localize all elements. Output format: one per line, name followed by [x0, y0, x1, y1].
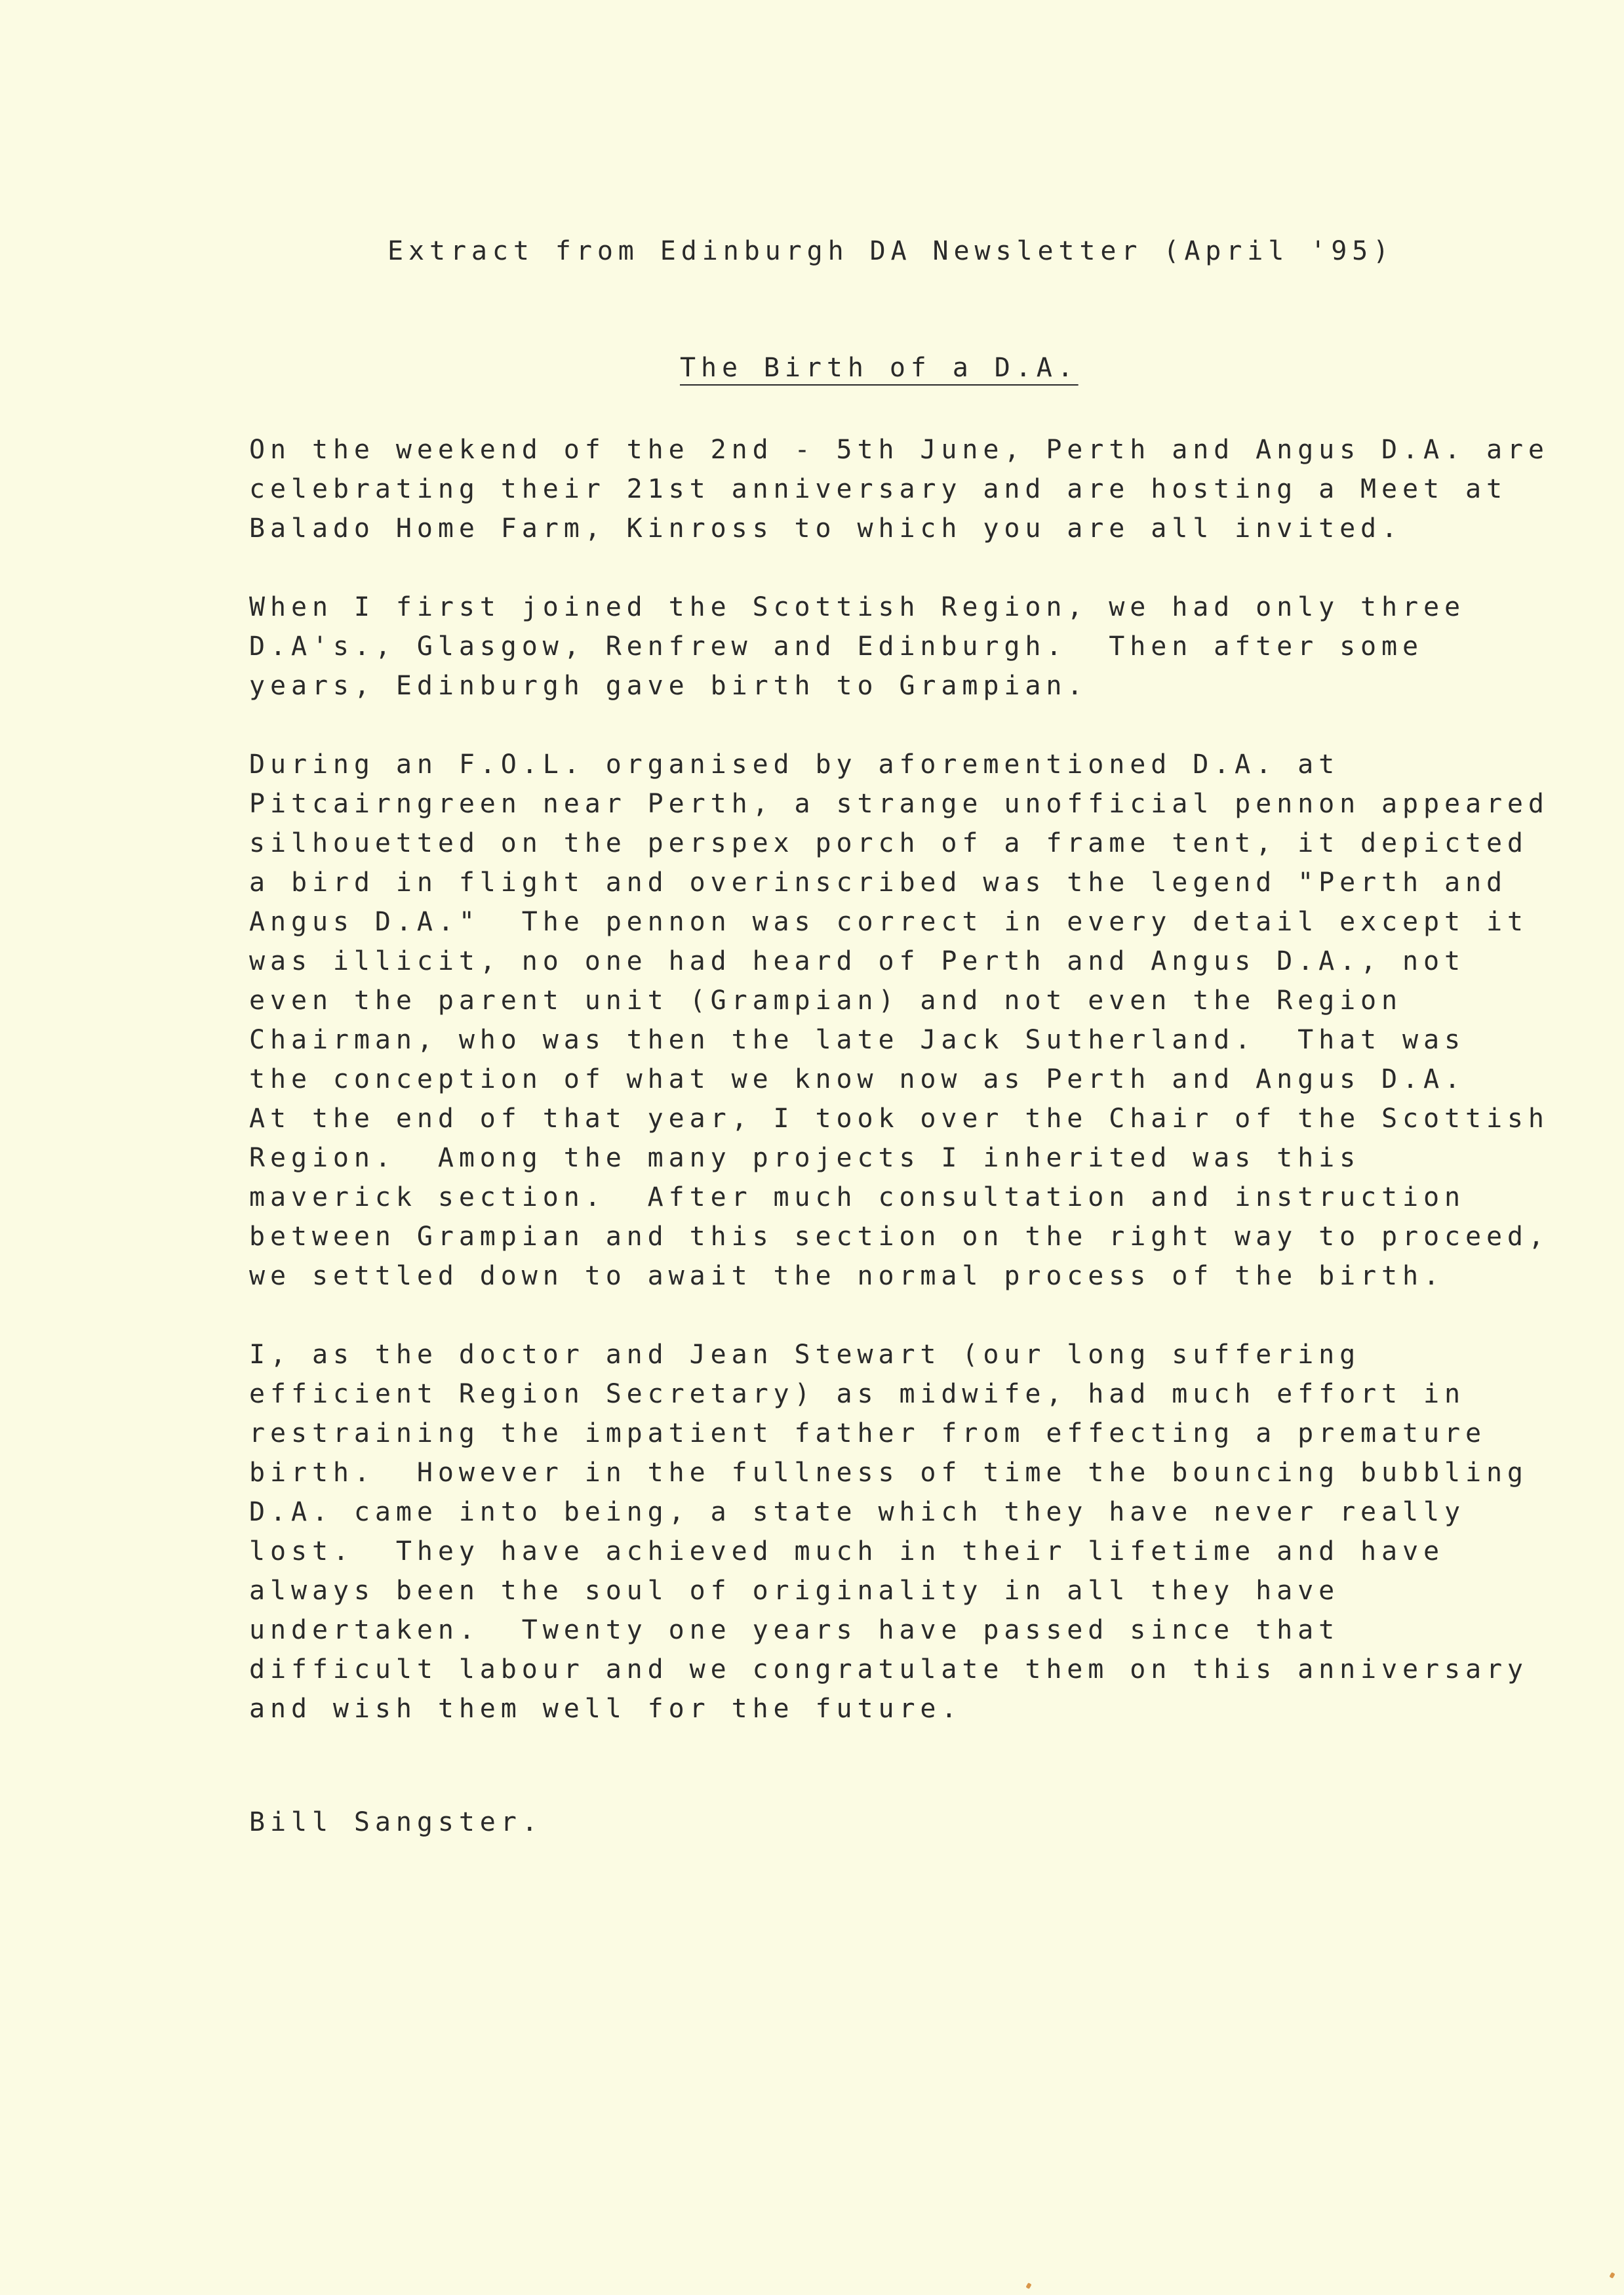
paragraph — [249, 430, 1549, 548]
text-line: celebrating their 21st anniversary and are hosting a Meet at — [249, 474, 1507, 504]
text-line: between Grampian and this section on the right way to proceed, — [249, 1222, 1549, 1252]
article-body — [249, 430, 1549, 1768]
paragraph — [249, 1335, 1549, 1728]
text-line: D.A. came into being, a state which they have never really — [249, 1497, 1465, 1527]
text-line: Chairman, who was then the late Jack Sutherland. That was — [249, 1025, 1465, 1055]
text-line: efficient Region Secretary) as midwife, had much effort in — [249, 1379, 1465, 1409]
paper-speck — [1609, 2272, 1615, 2279]
article-title: The Birth of a D.A. — [680, 353, 1079, 383]
author-signature: Bill Sangster. — [249, 1807, 543, 1837]
text-line: years, Edinburgh gave birth to Grampian. — [249, 671, 1088, 701]
text-line: lost. They have achieved much in their lifetime and have — [249, 1536, 1444, 1567]
text-line: was illicit, no one had heard of Perth and Angus D.A., not — [249, 946, 1465, 976]
paragraph — [249, 588, 1549, 706]
text-line: difficult labour and we congratulate them on this anniversary — [249, 1654, 1528, 1685]
text-line: and wish them well for the future. — [249, 1694, 962, 1724]
paper-speck — [1025, 2283, 1031, 2289]
text-line: At the end of that year, I took over the Chair of the Scottish — [249, 1104, 1549, 1134]
text-line: Balado Home Farm, Kinross to which you are all invited. — [249, 513, 1403, 544]
text-line: D.A's., Glasgow, Renfrew and Edinburgh. Then after some — [249, 631, 1423, 662]
text-line: During an F.O.L. organised by aforementioned D.A. at — [249, 749, 1340, 780]
text-line: Pitcairngreen near Perth, a strange unofficial pennon appeared — [249, 789, 1549, 819]
text-line: Angus D.A." The pennon was correct in every detail except it — [249, 907, 1528, 937]
text-line: maverick section. After much consultation and instruction — [249, 1182, 1465, 1212]
text-line: the conception of what we know now as Perth and Angus D.A. — [249, 1064, 1465, 1094]
text-line: we settled down to await the normal process of the birth. — [249, 1261, 1444, 1291]
paragraph — [249, 745, 1549, 1296]
text-line: always been the soul of originality in all they have — [249, 1576, 1340, 1606]
text-line: restraining the impatient father from effecting a premature — [249, 1418, 1486, 1448]
text-line: undertaken. Twenty one years have passed since that — [249, 1615, 1340, 1645]
text-line: even the parent unit (Grampian) and not even the Region — [249, 986, 1403, 1016]
newsletter-source-heading: Extract from Edinburgh DA Newsletter (April '95) — [387, 236, 1395, 266]
text-line: When I first joined the Scottish Region, we had only three — [249, 592, 1465, 622]
text-line: I, as the doctor and Jean Stewart (our long suffering — [249, 1340, 1361, 1370]
text-line: Region. Among the many projects I inherited was this — [249, 1143, 1361, 1173]
text-line: silhouetted on the perspex porch of a frame tent, it depicted — [249, 828, 1528, 858]
text-line: birth. However in the fullness of time the bouncing bubbling — [249, 1458, 1528, 1488]
text-line: On the weekend of the 2nd - 5th June, Perth and Angus D.A. are — [249, 435, 1549, 465]
text-line: a bird in flight and overinscribed was the legend "Perth and — [249, 868, 1507, 898]
